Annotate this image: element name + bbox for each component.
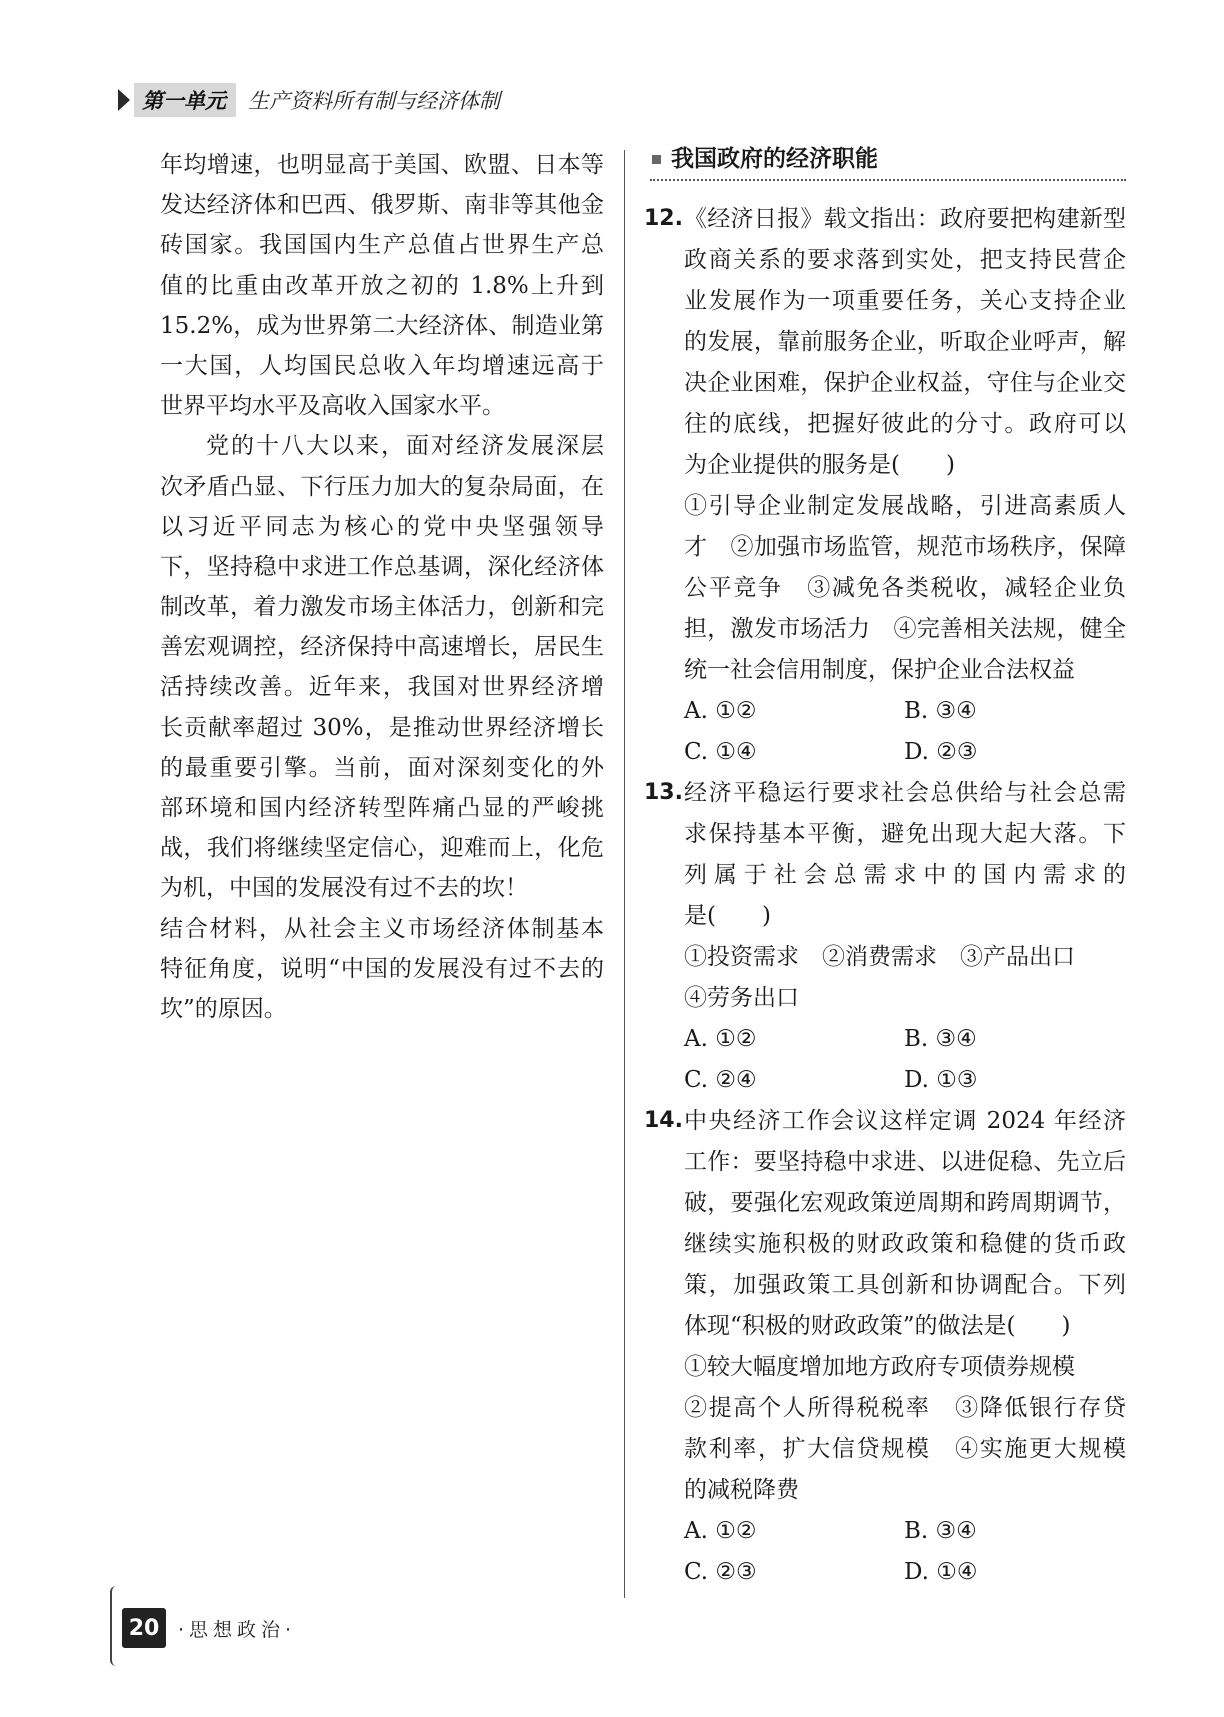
text-line: 15.2%，成为世界第二大经济体、制造业第	[160, 312, 604, 339]
column-divider	[624, 150, 625, 1598]
footer-bracket	[110, 1586, 116, 1666]
text-line: 部环境和国内经济转型阵痛凸显的严峻挑	[160, 795, 604, 821]
text-line: 的减税降费	[684, 1477, 799, 1503]
text-line: 经济平稳运行要求社会总供给与社会总需	[684, 780, 1126, 806]
text-line: 长贡献率超过 30%，是推动世界经济增长	[160, 714, 604, 741]
page-header	[118, 84, 500, 116]
text-line: 担，激发市场活力 ④完善相关法规，健全	[684, 616, 1126, 642]
text-line: 次矛盾凸显、下行压力加大的复杂局面，在	[160, 473, 604, 500]
text-line: 结合材料，从社会主义市场经济体制基本	[160, 915, 604, 942]
text-line: ①投资需求 ②消费需求 ③产品出口	[684, 944, 1075, 970]
question-number: 14.	[644, 1108, 683, 1133]
text-line: 值的比重由改革开放之初的 1.8%上升到	[160, 272, 604, 299]
question-13	[644, 773, 1126, 1101]
text-line: 一大国，人均国民总收入年均增速远高于	[160, 352, 604, 379]
option-d[interactable]: D. ①③	[904, 1067, 978, 1093]
question-number: 12.	[644, 206, 683, 231]
option-d[interactable]: D. ②③	[904, 739, 978, 765]
question-14	[644, 1101, 1126, 1593]
text-line: 为企业提供的服务是( )	[684, 452, 955, 478]
page-number: 20	[122, 1608, 166, 1648]
question-12	[644, 199, 1126, 773]
page-footer	[110, 1598, 296, 1658]
unit-title: 生产资料所有制与经济体制	[248, 89, 500, 113]
text-line: 党的十八大以来，面对经济发展深层	[206, 433, 604, 460]
left-column	[160, 145, 604, 1029]
text-line: 公平竞争 ③减免各类税收，减轻企业负	[684, 575, 1126, 601]
option-row	[684, 1019, 1126, 1060]
text-line: 下，坚持稳中求进工作总基调，深化经济体	[160, 553, 604, 580]
text-line: 工作：要坚持稳中求进、以进促稳、先立后	[684, 1149, 1126, 1175]
text-line: 以习近平同志为核心的党中央坚强领导	[160, 513, 604, 540]
header-triangle-icon	[118, 89, 130, 111]
text-line: 款利率，扩大信贷规模 ④实施更大规模	[684, 1436, 1126, 1462]
text-line: 破，要强化宏观政策逆周期和跨周期调节，	[684, 1190, 1126, 1216]
text-line: 《经济日报》载文指出：政府要把构建新型	[684, 206, 1126, 232]
option-d[interactable]: D. ①④	[904, 1559, 978, 1585]
text-line: 为机，中国的发展没有过不去的坎！	[160, 875, 528, 902]
text-line: 的最重要引擎。当前，面对深刻变化的外	[160, 754, 604, 781]
option-row	[684, 1552, 1126, 1593]
option-a[interactable]: A. ①②	[684, 1518, 757, 1544]
option-row	[684, 1511, 1126, 1552]
text-line: 发达经济体和巴西、俄罗斯、南非等其他金	[160, 192, 604, 219]
text-line: 体现“积极的财政政策”的做法是( )	[684, 1313, 1071, 1339]
text-line: 决企业困难，保护企业权益，守住与企业交	[684, 370, 1126, 396]
section-title	[650, 145, 1126, 181]
material-question	[160, 909, 604, 1030]
option-b[interactable]: B. ③④	[904, 1518, 977, 1544]
text-line: 是( )	[684, 903, 771, 929]
text-line: 制改革，着力激发市场主体活力，创新和完	[160, 594, 604, 621]
text-line: ②提高个人所得税税率 ③降低银行存贷	[684, 1395, 1126, 1421]
question-number: 13.	[644, 780, 683, 805]
option-a[interactable]: A. ①②	[684, 698, 757, 724]
text-line: 坎”的原因。	[160, 995, 287, 1022]
subject-label: ·思想政治·	[178, 1618, 297, 1641]
text-line: 政商关系的要求落到实处，把支持民营企	[684, 247, 1126, 273]
section-title-text: 我国政府的经济职能	[671, 145, 878, 172]
text-line: 活持续改善。近年来，我国对世界经济增	[160, 674, 604, 701]
text-line: 统一社会信用制度，保护企业合法权益	[684, 657, 1075, 683]
text-line: 求保持基本平衡，避免出现大起大落。下	[684, 821, 1126, 847]
text-line: 特征角度，说明“中国的发展没有过不去的	[160, 955, 604, 982]
text-line: 继续实施积极的财政政策和稳健的货币政	[684, 1231, 1126, 1257]
text-line: 善宏观调控，经济保持中高速增长，居民生	[160, 634, 604, 661]
material-paragraph-1	[160, 145, 604, 426]
right-column	[644, 145, 1126, 1593]
square-bullet-icon	[652, 155, 661, 164]
text-line: 世界平均水平及高收入国家水平。	[160, 393, 505, 420]
option-row	[684, 691, 1126, 732]
option-c[interactable]: C. ②④	[684, 1067, 757, 1093]
text-line: 才 ②加强市场监管，规范市场秩序，保障	[684, 534, 1126, 560]
text-line: 的发展，靠前服务企业，听取企业呼声，解	[684, 329, 1126, 355]
text-line: 战，我们将继续坚定信心，迎难而上，化危	[160, 835, 604, 862]
option-b[interactable]: B. ③④	[904, 1026, 977, 1052]
option-row	[684, 1060, 1126, 1101]
option-row	[684, 732, 1126, 773]
text-line: ①较大幅度增加地方政府专项债券规模	[684, 1354, 1075, 1380]
unit-label: 第一单元	[134, 83, 236, 117]
text-line: 策，加强政策工具创新和协调配合。下列	[684, 1272, 1126, 1298]
option-a[interactable]: A. ①②	[684, 1026, 757, 1052]
text-line: 列属于社会总需求中的国内需求的	[684, 862, 1126, 888]
text-line: ①引导企业制定发展战略，引进高素质人	[684, 493, 1126, 519]
text-line: ④劳务出口	[684, 985, 799, 1011]
text-line: 年均增速，也明显高于美国、欧盟、日本等	[160, 152, 604, 178]
option-b[interactable]: B. ③④	[904, 698, 977, 724]
text-line: 中央经济工作会议这样定调 2024 年经济	[684, 1108, 1126, 1134]
text-line: 砖国家。我国国内生产总值占世界生产总	[160, 232, 604, 259]
material-paragraph-2	[160, 426, 604, 908]
text-line: 往的底线，把握好彼此的分寸。政府可以	[684, 411, 1126, 437]
option-c[interactable]: C. ①④	[684, 739, 757, 765]
text-line: 业发展作为一项重要任务，关心支持企业	[684, 288, 1126, 314]
option-c[interactable]: C. ②③	[684, 1559, 757, 1585]
